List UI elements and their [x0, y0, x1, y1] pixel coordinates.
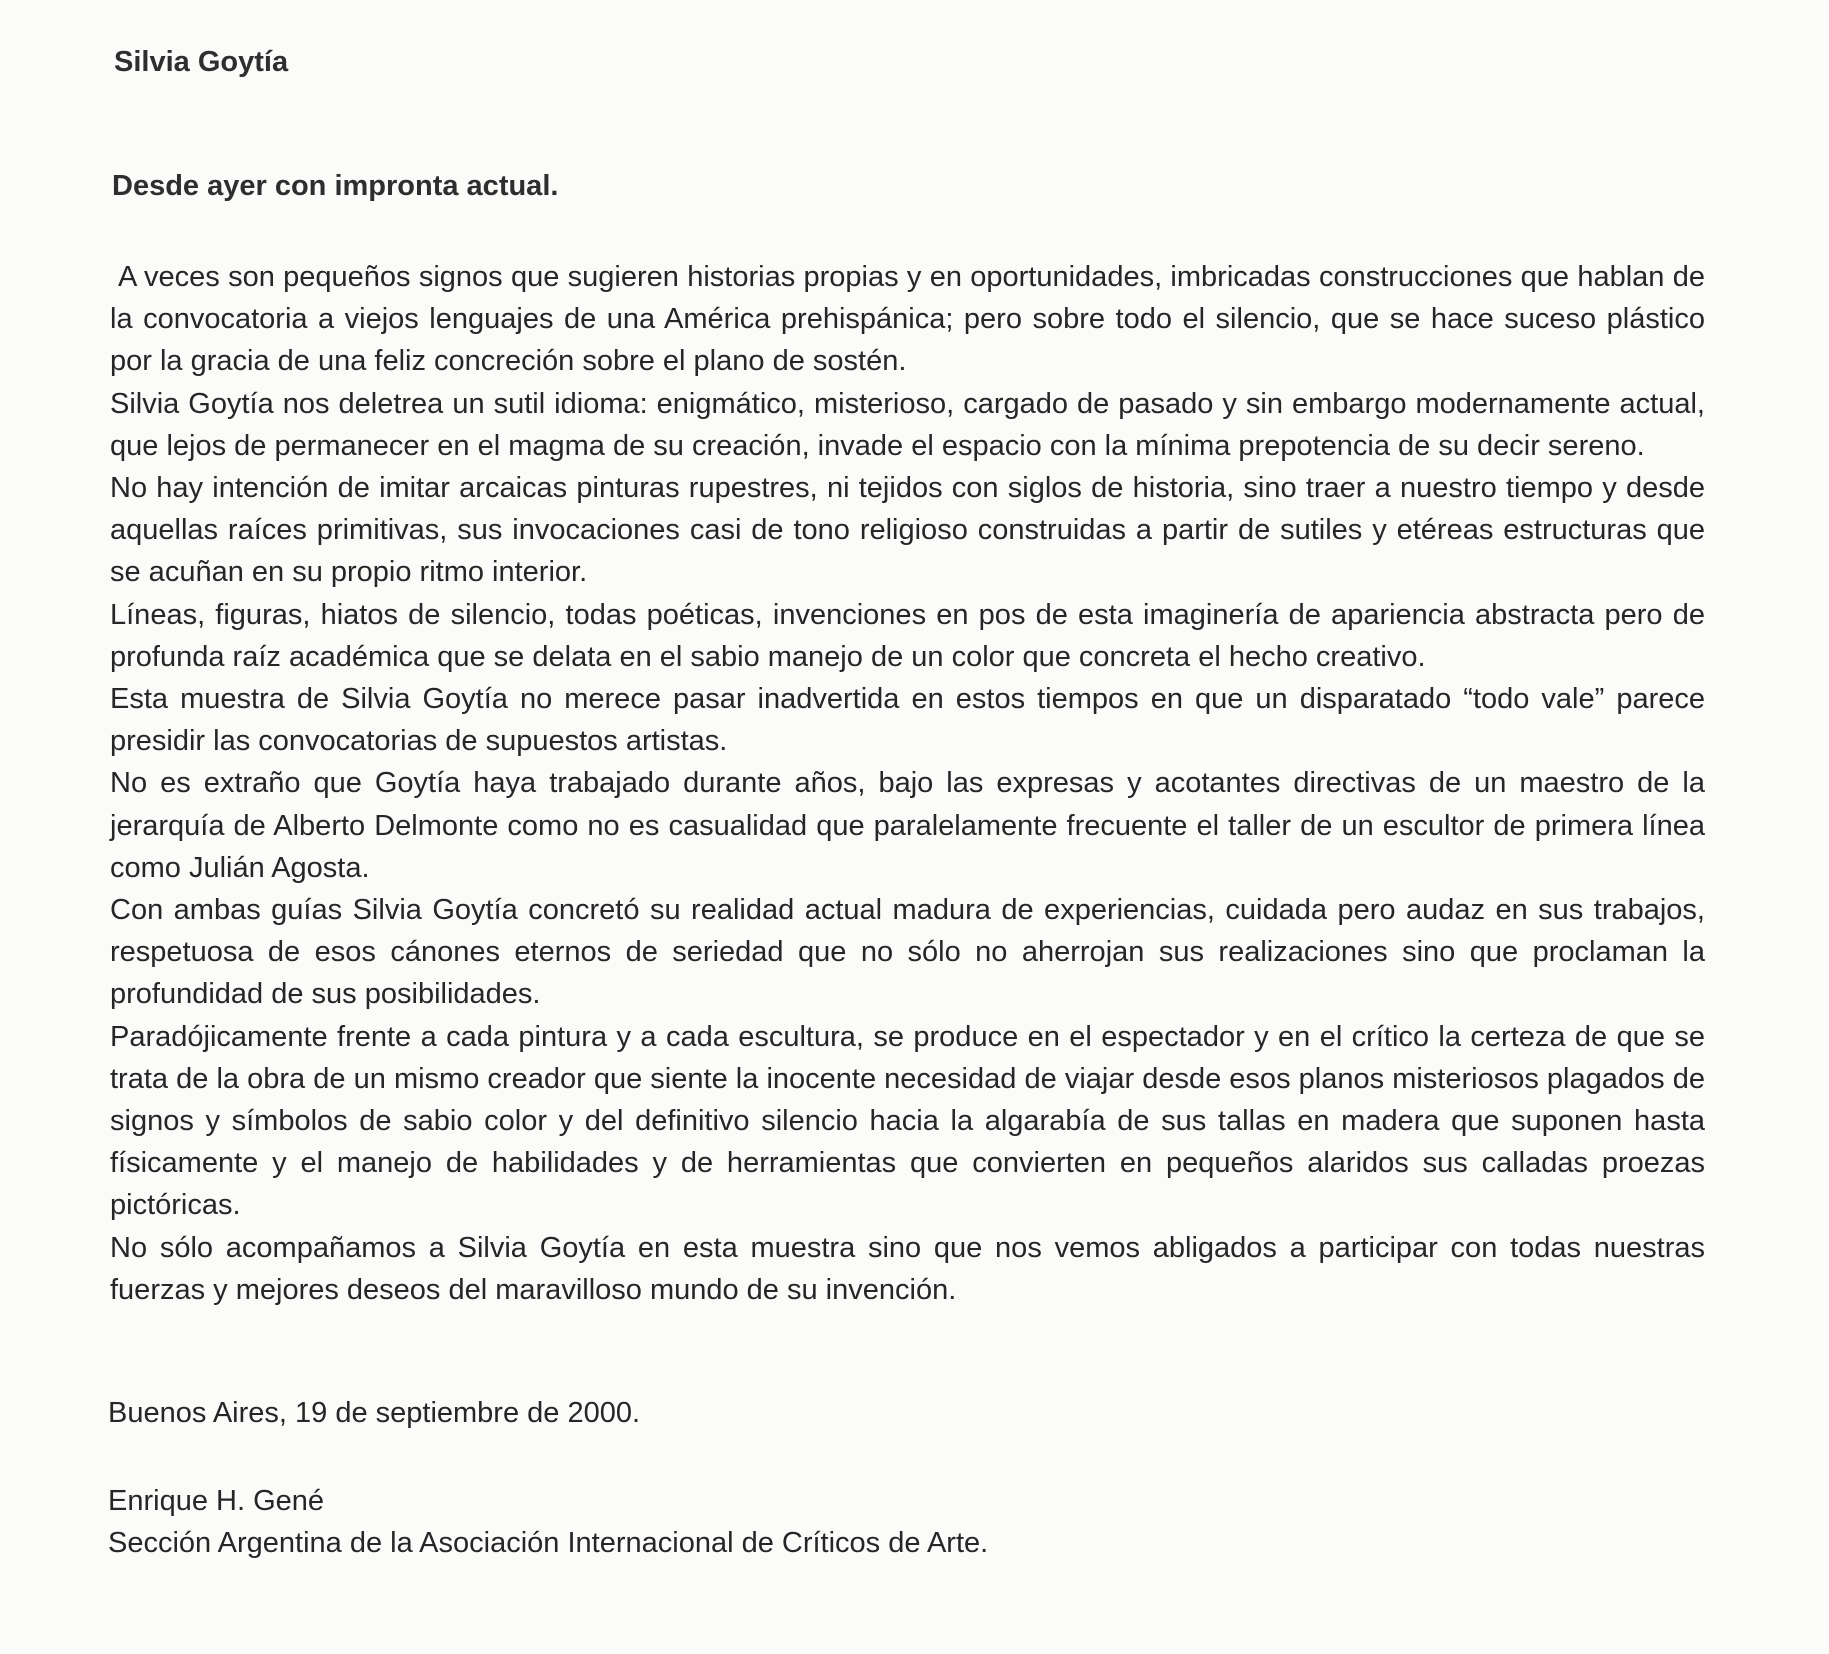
body-paragraph: Esta muestra de Silvia Goytía no merece pasar inadvertida en estos tiempos en que un disparatado “todo vale” parece presidir las convocatorias de supuestos artistas.: [110, 683, 1705, 758]
body-paragraph: Paradójicamente frente a cada pintura y a cada escultura, se produce en el espectador y en el crítico la certeza de que se trata de la obra de un mismo creador que siente la inocente necesidad de viajar desde esos planos misteriosos plagados de signos y símbolos de sabio color y del definitivo silencio hacia la algarabía de sus tallas en madera que suponen hasta físicamente y el manejo de habilidades y de herramientas que convierten en pequeños alaridos sus calladas proezas pictóricas.: [110, 1020, 1705, 1222]
body-paragraph: A veces son pequeños signos que sugieren historias propias y en oportunidades, imbricadas construcciones que hablan de la convocatoria a viejos lenguajes de una América prehispánica; pero sobre todo el silencio, que se hace suceso plástico por la gracia de una feliz concreción sobre el plano de sostén.: [110, 261, 1705, 378]
author-name: Silvia Goytía: [114, 46, 289, 78]
signature-name: Enrique H. Gené: [108, 1485, 325, 1517]
signature-affiliation: Sección Argentina de la Asociación Internacional de Críticos de Arte.: [108, 1527, 989, 1559]
dateline: Buenos Aires, 19 de septiembre de 2000.: [108, 1397, 641, 1429]
signature-block: [108, 1480, 988, 1564]
body-paragraph: Líneas, figuras, hiatos de silencio, todas poéticas, invenciones en pos de esta imaginería de apariencia abstracta pero de profunda raíz académica que se delata en el sabio manejo de un color que concreta el hecho creativo.: [110, 598, 1705, 673]
body-paragraph: Silvia Goytía nos deletrea un sutil idioma: enigmático, misterioso, cargado de pasado y sin embargo modernamente actual, que lejos de permanecer en el magma de su creación, invade el espacio con la mínima prepotencia de su decir sereno.: [110, 387, 1705, 462]
body-paragraph: No sólo acompañamos a Silvia Goytía en esta muestra sino que nos vemos abligados a participar con todas nuestras fuerzas y mejores deseos del maravilloso mundo de su invención.: [110, 1231, 1705, 1306]
body-paragraph: No es extraño que Goytía haya trabajado durante años, bajo las expresas y acotantes directivas de un maestro de la jerarquía de Alberto Delmonte como no es casualidad que paralelamente frecuente el taller de un escultor de primera línea como Julián Agosta.: [110, 767, 1705, 884]
body-paragraph: No hay intención de imitar arcaicas pinturas rupestres, ni tejidos con siglos de historia, sino traer a nuestro tiempo y desde aquellas raíces primitivas, sus invocaciones casi de tono religioso construidas a partir de sutiles y etéreas estructuras que se acuñan en su propio ritmo interior.: [110, 472, 1705, 589]
body-paragraph: Con ambas guías Silvia Goytía concretó su realidad actual madura de experiencias, cuidada pero audaz en sus trabajos, respetuosa de esos cánones eternos de seriedad que no sólo no aherrojan sus realizaciones sino que proclaman la profundidad de sus posibilidades.: [110, 894, 1705, 1011]
article-title: Desde ayer con impronta actual.: [112, 170, 559, 202]
article-body: [110, 256, 1705, 1311]
